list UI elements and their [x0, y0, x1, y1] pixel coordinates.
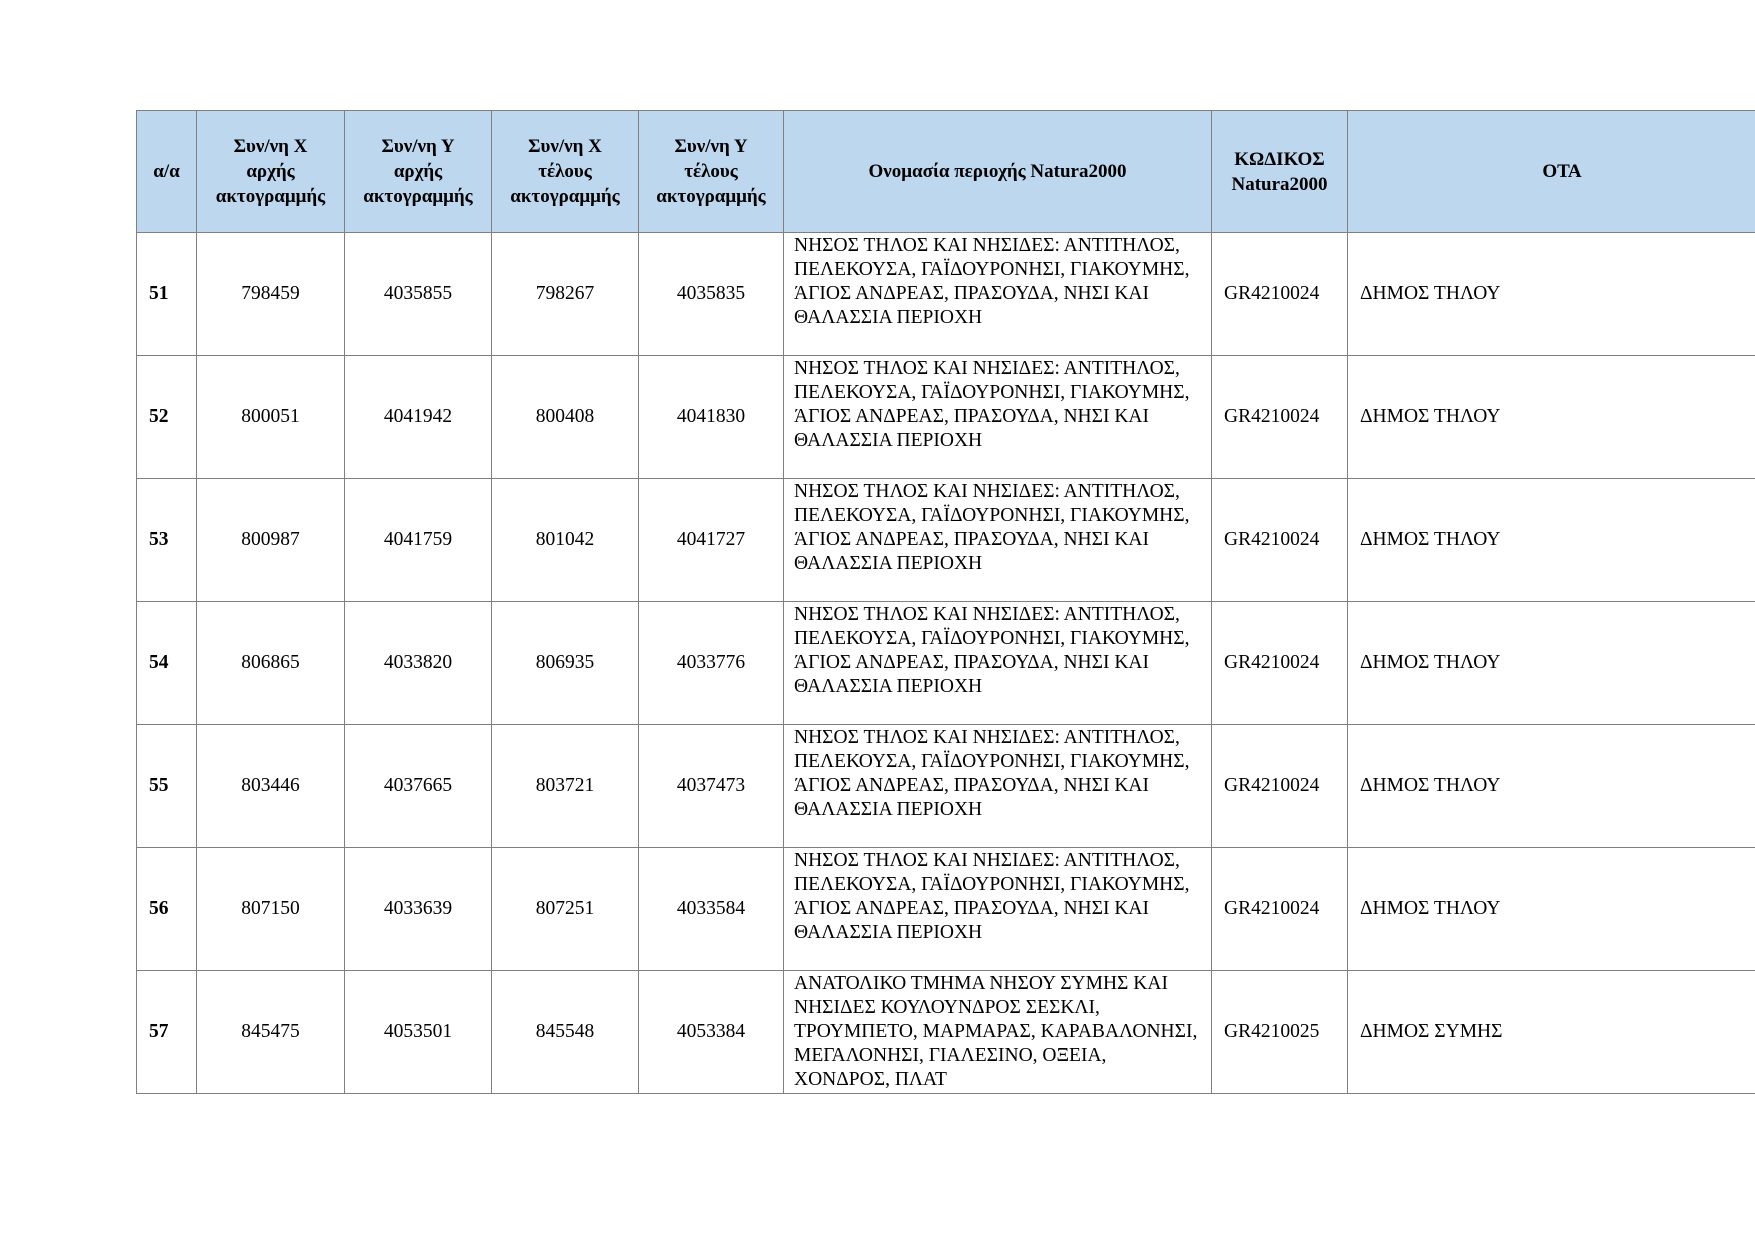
cell-x-end: 800408: [492, 356, 639, 479]
cell-y-end: 4033584: [639, 848, 784, 971]
cell-natura-code: GR4210024: [1212, 725, 1348, 848]
cell-x-start: 806865: [197, 602, 345, 725]
cell-natura-code: GR4210024: [1212, 479, 1348, 602]
cell-x-end: 801042: [492, 479, 639, 602]
cell-x-end: 806935: [492, 602, 639, 725]
cell-ota: ΔΗΜΟΣ ΤΗΛΟΥ: [1348, 602, 1755, 725]
header-row: [137, 111, 1755, 233]
cell-natura-name: ΝΗΣΟΣ ΤΗΛΟΣ ΚΑΙ ΝΗΣΙΔΕΣ: ΑΝΤΙΤΗΛΟΣ, ΠΕΛΕΚΟΥΣΑ, ΓΑΪΔΟΥΡΟΝΗΣΙ, ΓΙΑΚΟΥΜΗΣ, ΆΓΙΟΣ ΑΝΔΡΕΑΣ, ΠΡΑΣΟΥΔΑ, ΝΗΣΙ ΚΑΙ ΘΑΛΑΣΣΙΑ ΠΕΡΙΟΧΗ: [784, 725, 1212, 848]
cell-aa: 57: [137, 971, 197, 1094]
cell-natura-name: ΝΗΣΟΣ ΤΗΛΟΣ ΚΑΙ ΝΗΣΙΔΕΣ: ΑΝΤΙΤΗΛΟΣ, ΠΕΛΕΚΟΥΣΑ, ΓΑΪΔΟΥΡΟΝΗΣΙ, ΓΙΑΚΟΥΜΗΣ, ΆΓΙΟΣ ΑΝΔΡΕΑΣ, ΠΡΑΣΟΥΔΑ, ΝΗΣΙ ΚΑΙ ΘΑΛΑΣΣΙΑ ΠΕΡΙΟΧΗ: [784, 602, 1212, 725]
header-ota: ΟΤΑ: [1348, 111, 1755, 233]
cell-natura-code: GR4210025: [1212, 971, 1348, 1094]
cell-x-start: 807150: [197, 848, 345, 971]
cell-natura-code: GR4210024: [1212, 233, 1348, 356]
cell-aa: 54: [137, 602, 197, 725]
table-row: [137, 602, 1755, 725]
cell-y-start: 4041942: [345, 356, 492, 479]
table-body: [137, 233, 1755, 1094]
cell-ota: ΔΗΜΟΣ ΤΗΛΟΥ: [1348, 848, 1755, 971]
cell-x-start: 798459: [197, 233, 345, 356]
header-x-start: Συν/νη Χ αρχής ακτογραμμής: [197, 111, 345, 233]
cell-ota: ΔΗΜΟΣ ΤΗΛΟΥ: [1348, 725, 1755, 848]
cell-aa: 53: [137, 479, 197, 602]
cell-x-end: 803721: [492, 725, 639, 848]
cell-aa: 56: [137, 848, 197, 971]
cell-y-end: 4035835: [639, 233, 784, 356]
cell-x-start: 800051: [197, 356, 345, 479]
cell-y-end: 4041830: [639, 356, 784, 479]
header-natura-code: ΚΩΔΙΚΟΣ Natura2000: [1212, 111, 1348, 233]
cell-x-end: 798267: [492, 233, 639, 356]
cell-ota: ΔΗΜΟΣ ΤΗΛΟΥ: [1348, 356, 1755, 479]
cell-natura-name: ΝΗΣΟΣ ΤΗΛΟΣ ΚΑΙ ΝΗΣΙΔΕΣ: ΑΝΤΙΤΗΛΟΣ, ΠΕΛΕΚΟΥΣΑ, ΓΑΪΔΟΥΡΟΝΗΣΙ, ΓΙΑΚΟΥΜΗΣ, ΆΓΙΟΣ ΑΝΔΡΕΑΣ, ΠΡΑΣΟΥΔΑ, ΝΗΣΙ ΚΑΙ ΘΑΛΑΣΣΙΑ ΠΕΡΙΟΧΗ: [784, 356, 1212, 479]
header-natura-name: Ονομασία περιοχής Natura2000: [784, 111, 1212, 233]
table-row: [137, 233, 1755, 356]
header-y-start: Συν/νη Υ αρχής ακτογραμμής: [345, 111, 492, 233]
table-header: [137, 111, 1755, 233]
cell-y-start: 4053501: [345, 971, 492, 1094]
table-row: [137, 479, 1755, 602]
cell-y-end: 4033776: [639, 602, 784, 725]
cell-y-start: 4035855: [345, 233, 492, 356]
table-row: [137, 725, 1755, 848]
cell-y-end: 4041727: [639, 479, 784, 602]
cell-y-start: 4033639: [345, 848, 492, 971]
natura-coastline-table: [136, 110, 1755, 1094]
table-row: [137, 971, 1755, 1094]
cell-natura-name: ΝΗΣΟΣ ΤΗΛΟΣ ΚΑΙ ΝΗΣΙΔΕΣ: ΑΝΤΙΤΗΛΟΣ, ΠΕΛΕΚΟΥΣΑ, ΓΑΪΔΟΥΡΟΝΗΣΙ, ΓΙΑΚΟΥΜΗΣ, ΆΓΙΟΣ ΑΝΔΡΕΑΣ, ΠΡΑΣΟΥΔΑ, ΝΗΣΙ ΚΑΙ ΘΑΛΑΣΣΙΑ ΠΕΡΙΟΧΗ: [784, 479, 1212, 602]
cell-natura-name: ΑΝΑΤΟΛΙΚΟ ΤΜΗΜΑ ΝΗΣΟΥ ΣΥΜΗΣ ΚΑΙ ΝΗΣΙΔΕΣ ΚΟΥΛΟΥΝΔΡΟΣ ΣΕΣΚΛΙ, ΤΡΟΥΜΠΕΤΟ, ΜΑΡΜΑΡΑΣ, ΚΑΡΑΒΑΛΟΝΗΣΙ, ΜΕΓΑΛΟΝΗΣΙ, ΓΙΑΛΕΣΙΝΟ, ΟΞΕΙΑ, ΧΟΝΔΡΟΣ, ΠΛΑΤ: [784, 971, 1212, 1094]
header-x-end: Συν/νη Χ τέλους ακτογραμμής: [492, 111, 639, 233]
cell-y-start: 4037665: [345, 725, 492, 848]
table-row: [137, 356, 1755, 479]
header-aa: α/α: [137, 111, 197, 233]
cell-natura-code: GR4210024: [1212, 602, 1348, 725]
cell-y-end: 4037473: [639, 725, 784, 848]
cell-ota: ΔΗΜΟΣ ΤΗΛΟΥ: [1348, 479, 1755, 602]
cell-y-end: 4053384: [639, 971, 784, 1094]
cell-x-start: 800987: [197, 479, 345, 602]
cell-natura-name: ΝΗΣΟΣ ΤΗΛΟΣ ΚΑΙ ΝΗΣΙΔΕΣ: ΑΝΤΙΤΗΛΟΣ, ΠΕΛΕΚΟΥΣΑ, ΓΑΪΔΟΥΡΟΝΗΣΙ, ΓΙΑΚΟΥΜΗΣ, ΆΓΙΟΣ ΑΝΔΡΕΑΣ, ΠΡΑΣΟΥΔΑ, ΝΗΣΙ ΚΑΙ ΘΑΛΑΣΣΙΑ ΠΕΡΙΟΧΗ: [784, 233, 1212, 356]
cell-natura-code: GR4210024: [1212, 356, 1348, 479]
table-row: [137, 848, 1755, 971]
cell-y-start: 4033820: [345, 602, 492, 725]
cell-x-end: 845548: [492, 971, 639, 1094]
cell-x-end: 807251: [492, 848, 639, 971]
cell-x-start: 845475: [197, 971, 345, 1094]
cell-aa: 51: [137, 233, 197, 356]
cell-ota: ΔΗΜΟΣ ΣΥΜΗΣ: [1348, 971, 1755, 1094]
cell-natura-name: ΝΗΣΟΣ ΤΗΛΟΣ ΚΑΙ ΝΗΣΙΔΕΣ: ΑΝΤΙΤΗΛΟΣ, ΠΕΛΕΚΟΥΣΑ, ΓΑΪΔΟΥΡΟΝΗΣΙ, ΓΙΑΚΟΥΜΗΣ, ΆΓΙΟΣ ΑΝΔΡΕΑΣ, ΠΡΑΣΟΥΔΑ, ΝΗΣΙ ΚΑΙ ΘΑΛΑΣΣΙΑ ΠΕΡΙΟΧΗ: [784, 848, 1212, 971]
cell-x-start: 803446: [197, 725, 345, 848]
cell-natura-code: GR4210024: [1212, 848, 1348, 971]
header-y-end: Συν/νη Υ τέλους ακτογραμμής: [639, 111, 784, 233]
cell-aa: 52: [137, 356, 197, 479]
cell-y-start: 4041759: [345, 479, 492, 602]
cell-ota: ΔΗΜΟΣ ΤΗΛΟΥ: [1348, 233, 1755, 356]
cell-aa: 55: [137, 725, 197, 848]
